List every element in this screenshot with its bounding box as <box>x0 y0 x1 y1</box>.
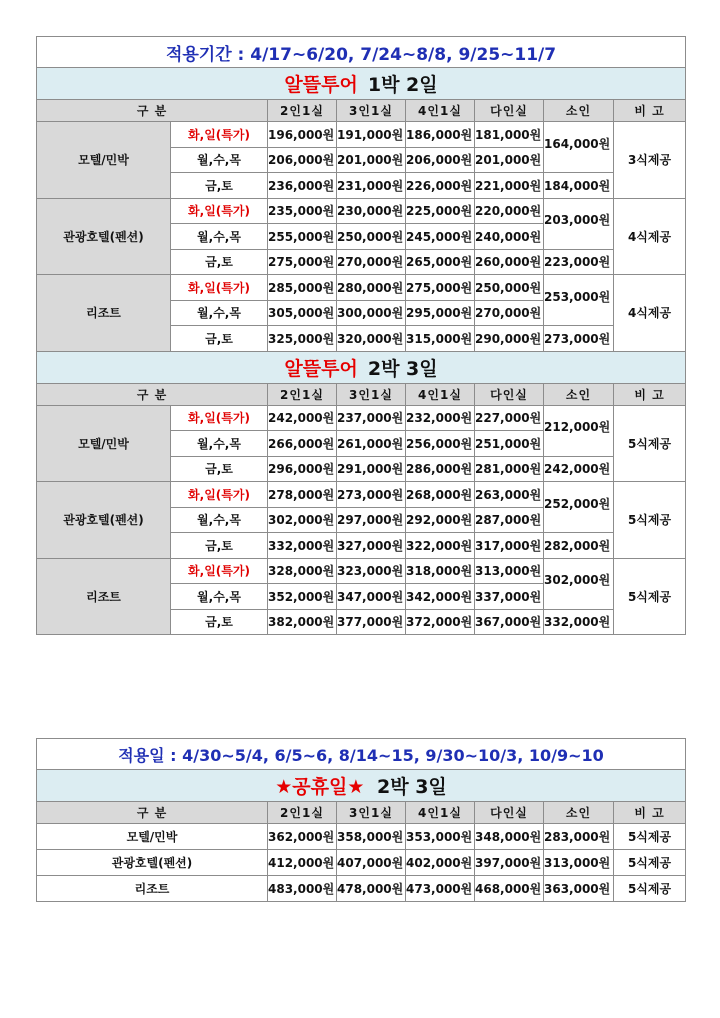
meal-note: 4식제공 <box>614 198 686 275</box>
price-cell: 290,000원 <box>475 326 544 352</box>
price-cell: 315,000원 <box>406 326 475 352</box>
day-type: 월,수,목 <box>171 584 268 610</box>
tour-duration: 2박 3일 <box>367 357 438 380</box>
table-row <box>37 558 686 584</box>
price-cell: 372,000원 <box>406 609 475 635</box>
price-cell: 412,000원 <box>268 850 337 876</box>
price-cell: 285,000원 <box>268 275 337 301</box>
child-price-weekday <box>544 198 614 249</box>
tour-name: 알뜰투어 <box>284 74 358 96</box>
price-cell: 332,000원 <box>268 533 337 559</box>
column-header: 2인1실 <box>268 100 337 122</box>
price-cell: 313,000원 <box>544 850 614 876</box>
price-cell: 295,000원 <box>406 300 475 326</box>
child-price-weekday <box>544 275 614 326</box>
accommodation-category: 모텔/민박 <box>37 405 171 482</box>
price-cell: 327,000원 <box>337 533 406 559</box>
price-cell: 367,000원 <box>475 609 544 635</box>
price-cell: 236,000원 <box>268 173 337 199</box>
child-price-weekday-value: 203,000원 <box>544 213 611 227</box>
accommodation-category: 관광호텔(펜션) <box>37 482 171 559</box>
child-price-weekday <box>544 482 614 533</box>
day-type: 금,토 <box>171 533 268 559</box>
price-cell: 275,000원 <box>406 275 475 301</box>
accommodation-category: 관광호텔(펜션) <box>37 850 268 876</box>
price-cell: 270,000원 <box>337 249 406 275</box>
table-row <box>37 824 686 850</box>
price-cell: 206,000원 <box>268 147 337 173</box>
child-price-weekend: 242,000원 <box>544 456 614 482</box>
application-period: 적용기간 : 4/17~6/20, 7/24~8/8, 9/25~11/7 <box>37 37 686 68</box>
price-cell: 226,000원 <box>406 173 475 199</box>
price-cell: 300,000원 <box>337 300 406 326</box>
meal-note: 5식제공 <box>614 558 686 635</box>
child-price-weekend: 273,000원 <box>544 326 614 352</box>
meal-note: 5식제공 <box>614 824 686 850</box>
child-price-weekday-value: 164,000원 <box>544 136 611 151</box>
tour-banner <box>37 351 686 383</box>
column-header-row <box>37 383 686 405</box>
price-cell: 191,000원 <box>337 122 406 148</box>
price-cell: 320,000원 <box>337 326 406 352</box>
column-header: 다인실 <box>475 100 544 122</box>
day-type: 화,일(특가) <box>171 405 268 431</box>
table-row <box>37 122 686 148</box>
price-cell: 342,000원 <box>406 584 475 610</box>
table-row <box>37 876 686 902</box>
price-cell: 227,000원 <box>475 405 544 431</box>
column-header: 4인1실 <box>406 802 475 824</box>
price-cell: 362,000원 <box>268 824 337 850</box>
price-cell: 256,000원 <box>406 431 475 457</box>
child-price-weekday <box>544 558 614 609</box>
price-table-regular <box>36 36 686 635</box>
column-header: 4인1실 <box>406 383 475 405</box>
price-cell: 317,000원 <box>475 533 544 559</box>
price-cell: 268,000원 <box>406 482 475 508</box>
child-price-weekend: 184,000원 <box>544 173 614 199</box>
column-header: 비 고 <box>614 802 686 824</box>
price-table-holiday <box>36 738 686 902</box>
price-cell: 328,000원 <box>268 558 337 584</box>
table-row <box>37 405 686 431</box>
price-cell: 245,000원 <box>406 224 475 250</box>
price-cell: 235,000원 <box>268 198 337 224</box>
tour-banner <box>37 68 686 100</box>
price-cell: 230,000원 <box>337 198 406 224</box>
price-cell: 232,000원 <box>406 405 475 431</box>
price-cell: 407,000원 <box>337 850 406 876</box>
price-cell: 250,000원 <box>337 224 406 250</box>
accommodation-category: 리조트 <box>37 558 171 635</box>
price-cell: 280,000원 <box>337 275 406 301</box>
price-cell: 313,000원 <box>475 558 544 584</box>
meal-note: 4식제공 <box>614 275 686 352</box>
day-type: 월,수,목 <box>171 224 268 250</box>
child-price-weekday <box>544 122 614 173</box>
tour-banner-row <box>37 351 686 383</box>
price-cell: 266,000원 <box>268 431 337 457</box>
column-header: 소인 <box>544 383 614 405</box>
tour-name: 알뜰투어 <box>284 357 358 380</box>
price-cell: 297,000원 <box>337 507 406 533</box>
meal-note: 5식제공 <box>614 876 686 902</box>
table-row <box>37 482 686 508</box>
holiday-application-dates: 적용일 : 4/30~5/4, 6/5~6, 8/14~15, 9/30~10/3, 10/9~10 <box>37 739 686 770</box>
day-type: 금,토 <box>171 249 268 275</box>
day-type: 화,일(특가) <box>171 275 268 301</box>
holiday-tour-duration: 2박 3일 <box>377 776 447 798</box>
price-cell: 201,000원 <box>337 147 406 173</box>
price-cell: 270,000원 <box>475 300 544 326</box>
price-cell: 382,000원 <box>268 609 337 635</box>
accommodation-category: 모텔/민박 <box>37 122 171 199</box>
column-header-row <box>37 802 686 824</box>
price-cell: 348,000원 <box>475 824 544 850</box>
tour-duration: 1박 2일 <box>367 74 438 96</box>
price-cell: 181,000원 <box>475 122 544 148</box>
price-cell: 478,000원 <box>337 876 406 902</box>
day-type: 금,토 <box>171 326 268 352</box>
table-row <box>37 275 686 301</box>
column-header: 2인1실 <box>268 383 337 405</box>
price-cell: 305,000원 <box>268 300 337 326</box>
price-cell: 201,000원 <box>475 147 544 173</box>
child-price-weekday <box>544 405 614 456</box>
accommodation-category: 리조트 <box>37 275 171 352</box>
day-type: 월,수,목 <box>171 300 268 326</box>
price-cell: 275,000원 <box>268 249 337 275</box>
column-header: 구 분 <box>37 802 268 824</box>
day-type: 화,일(특가) <box>171 198 268 224</box>
column-header: 3인1실 <box>337 100 406 122</box>
price-cell: 265,000원 <box>406 249 475 275</box>
day-type: 금,토 <box>171 609 268 635</box>
accommodation-category: 리조트 <box>37 876 268 902</box>
price-cell: 281,000원 <box>475 456 544 482</box>
price-cell: 325,000원 <box>268 326 337 352</box>
price-cell: 260,000원 <box>475 249 544 275</box>
price-cell: 483,000원 <box>268 876 337 902</box>
price-cell: 261,000원 <box>337 431 406 457</box>
column-header: 비 고 <box>614 383 686 405</box>
price-cell: 291,000원 <box>337 456 406 482</box>
table-row <box>37 850 686 876</box>
price-cell: 473,000원 <box>406 876 475 902</box>
meal-note: 5식제공 <box>614 405 686 482</box>
price-cell: 318,000원 <box>406 558 475 584</box>
price-cell: 255,000원 <box>268 224 337 250</box>
price-cell: 221,000원 <box>475 173 544 199</box>
column-header: 3인1실 <box>337 383 406 405</box>
price-cell: 322,000원 <box>406 533 475 559</box>
price-cell: 287,000원 <box>475 507 544 533</box>
price-cell: 358,000원 <box>337 824 406 850</box>
meal-note: 5식제공 <box>614 850 686 876</box>
child-price-weekday-value: 302,000원 <box>544 573 611 587</box>
price-cell: 296,000원 <box>268 456 337 482</box>
child-price-weekend: 223,000원 <box>544 249 614 275</box>
day-type: 화,일(특가) <box>171 482 268 508</box>
price-cell: 283,000원 <box>544 824 614 850</box>
price-cell: 292,000원 <box>406 507 475 533</box>
column-header: 다인실 <box>475 383 544 405</box>
price-cell: 363,000원 <box>544 876 614 902</box>
child-price-weekend: 282,000원 <box>544 533 614 559</box>
price-cell: 242,000원 <box>268 405 337 431</box>
column-header: 4인1실 <box>406 100 475 122</box>
price-cell: 337,000원 <box>475 584 544 610</box>
price-cell: 347,000원 <box>337 584 406 610</box>
price-cell: 237,000원 <box>337 405 406 431</box>
meal-note: 5식제공 <box>614 482 686 559</box>
day-type: 금,토 <box>171 173 268 199</box>
day-type: 화,일(특가) <box>171 558 268 584</box>
price-cell: 278,000원 <box>268 482 337 508</box>
price-cell: 323,000원 <box>337 558 406 584</box>
column-header: 2인1실 <box>268 802 337 824</box>
day-type: 금,토 <box>171 456 268 482</box>
column-header: 소인 <box>544 100 614 122</box>
price-cell: 468,000원 <box>475 876 544 902</box>
accommodation-category: 모텔/민박 <box>37 824 268 850</box>
price-cell: 397,000원 <box>475 850 544 876</box>
column-header: 다인실 <box>475 802 544 824</box>
column-header: 구 분 <box>37 100 268 122</box>
meal-note: 3식제공 <box>614 122 686 199</box>
day-type: 월,수,목 <box>171 507 268 533</box>
price-cell: 186,000원 <box>406 122 475 148</box>
holiday-tour-banner <box>37 770 686 802</box>
price-cell: 220,000원 <box>475 198 544 224</box>
price-cell: 263,000원 <box>475 482 544 508</box>
price-cell: 353,000원 <box>406 824 475 850</box>
child-price-weekend: 332,000원 <box>544 609 614 635</box>
price-cell: 250,000원 <box>475 275 544 301</box>
column-header: 3인1실 <box>337 802 406 824</box>
price-cell: 402,000원 <box>406 850 475 876</box>
child-price-weekday-value: 253,000원 <box>544 289 611 304</box>
child-price-weekday-value: 252,000원 <box>544 496 611 511</box>
column-header: 소인 <box>544 802 614 824</box>
price-cell: 377,000원 <box>337 609 406 635</box>
column-header: 비 고 <box>614 100 686 122</box>
price-cell: 251,000원 <box>475 431 544 457</box>
price-cell: 231,000원 <box>337 173 406 199</box>
column-header: 구 분 <box>37 383 268 405</box>
price-cell: 302,000원 <box>268 507 337 533</box>
price-cell: 352,000원 <box>268 584 337 610</box>
price-cell: 196,000원 <box>268 122 337 148</box>
day-type: 화,일(특가) <box>171 122 268 148</box>
price-cell: 273,000원 <box>337 482 406 508</box>
day-type: 월,수,목 <box>171 431 268 457</box>
accommodation-category: 관광호텔(펜션) <box>37 198 171 275</box>
table-row <box>37 198 686 224</box>
price-cell: 206,000원 <box>406 147 475 173</box>
price-cell: 240,000원 <box>475 224 544 250</box>
price-cell: 225,000원 <box>406 198 475 224</box>
tour-banner-row <box>37 68 686 100</box>
holiday-tour-name: ★공휴일★ <box>275 776 365 798</box>
day-type: 월,수,목 <box>171 147 268 173</box>
price-cell: 286,000원 <box>406 456 475 482</box>
child-price-weekday-value: 212,000원 <box>544 420 611 434</box>
column-header-row <box>37 100 686 122</box>
